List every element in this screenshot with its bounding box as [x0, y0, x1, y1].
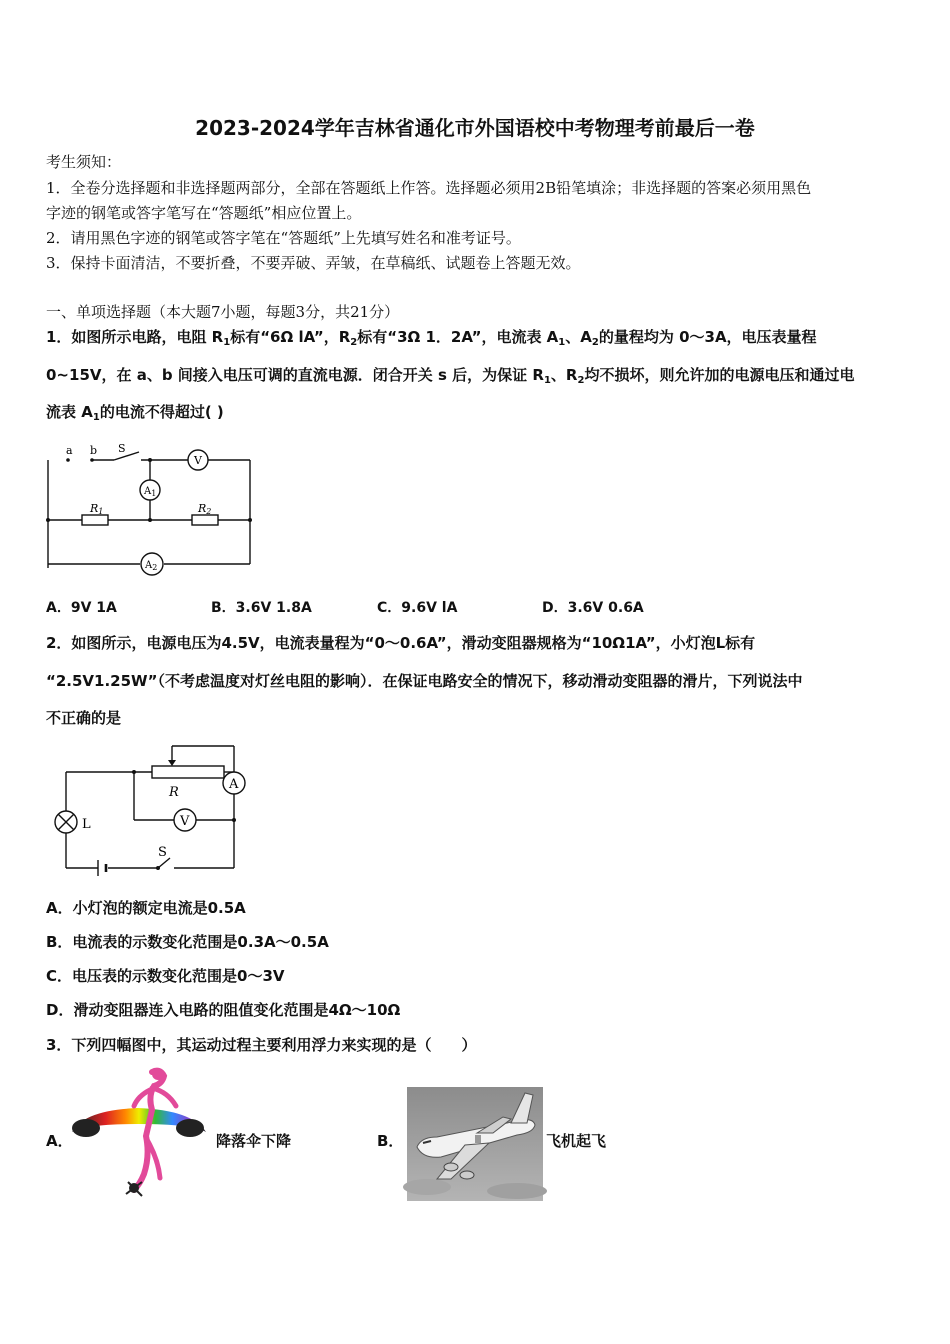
q1-option-d[interactable]: D．3.6V 0.6A [542, 600, 644, 616]
notice-heading: 考生须知： [46, 153, 122, 171]
q2-line3: 不正确的是 [46, 709, 122, 727]
q2-lamp-label: L [82, 817, 91, 832]
q2-rheostat-label: R [169, 785, 179, 800]
notice-item-2: 2．请用黑色字迹的钢笔或答字笔在“答题纸”上先填写姓名和准考证号。 [46, 229, 521, 247]
q2-option-b[interactable]: B．电流表的示数变化范围是0.3A～0.5A [46, 933, 329, 951]
q3-stem: 3．下列四幅图中，其运动过程主要利用浮力来实现的是（ ） [46, 1036, 477, 1054]
q2-switch-label: S [158, 845, 167, 860]
q2-voltmeter-label: V [180, 814, 190, 829]
q2-circuit-diagram [46, 738, 256, 878]
airplane-image [407, 1087, 543, 1201]
q1-line3: 流表 $A_1$的电流不得超过( ) [46, 403, 224, 423]
q3-option-a-text: 降落伞下降 [216, 1132, 292, 1150]
q3-option-a-label[interactable]: A． [46, 1132, 73, 1150]
q2-ammeter-label: A [229, 777, 239, 792]
q3-option-b-text: 飞机起飞 [546, 1132, 607, 1150]
q1-option-c[interactable]: C．9.6V lA [377, 600, 458, 616]
q1-terminal-a: a [66, 444, 73, 457]
q2-line2: “2.5V1.25W”（不考虑温度对灯丝电阻的影响）．在保证电路安全的情况下，移动滑动变阻器的滑片，下列说法中 [46, 672, 803, 690]
q1-voltmeter-label: V [194, 454, 202, 467]
q1-ammeter1-label: $A_1$ [144, 486, 157, 498]
q1-switch-label: S [118, 442, 126, 455]
notice-item-1-cont: 字迹的钢笔或答字笔写在“答题纸”相应位置上。 [46, 204, 362, 222]
q1-ammeter2-label: $A_2$ [145, 560, 158, 572]
q1-circuit-diagram [44, 440, 264, 580]
q1-r2-label: R2 [198, 502, 212, 516]
q3-option-b-label[interactable]: B． [377, 1132, 404, 1150]
q1-line1: 1．如图所示电路，电阻 $R_1$标有“6Ω lA”，$R_2$标有“3Ω 1．2A”，电流表 $A_1$、$A_2$的量程均为 0～3A，电压表量程 [46, 328, 817, 348]
parachute-image [64, 1066, 214, 1202]
q2-option-d[interactable]: D．滑动变阻器连入电路的阻值变化范围是4Ω～10Ω [46, 1001, 401, 1019]
notice-item-1: 1．全卷分选择题和非选择题两部分，全部在答题纸上作答。选择题必须用2B铅笔填涂；非选择题的答案必须用黑色 [46, 179, 812, 197]
q1-line2: 0~15V，在 a、b 间接入电压可调的直流电源．闭合开关 s 后，为保证 $R_1$、$R_2$均不损坏，则允许加的电源电压和通过电 [46, 366, 855, 386]
page-title: 2023-2024学年吉林省通化市外国语校中考物理考前最后一卷 [195, 116, 755, 140]
q1-terminal-b: b [90, 444, 98, 457]
q2-line1: 2．如图所示，电源电压为4.5V，电流表量程为“0～0.6A”，滑动变阻器规格为“10Ω1A”，小灯泡L标有 [46, 634, 756, 652]
q1-option-a[interactable]: A．9V 1A [46, 600, 117, 616]
notice-item-3: 3．保持卡面清洁，不要折叠，不要弄破、弄皱，在草稿纸、试题卷上答题无效。 [46, 254, 581, 272]
section-heading: 一、单项选择题（本大题7小题，每题3分，共21分） [46, 303, 400, 321]
q2-option-c[interactable]: C．电压表的示数变化范围是0～3V [46, 967, 285, 985]
q1-r1-label: R1 [90, 502, 104, 516]
q2-option-a[interactable]: A．小灯泡的额定电流是0.5A [46, 899, 246, 917]
q1-option-b[interactable]: B．3.6V 1.8A [211, 600, 312, 616]
